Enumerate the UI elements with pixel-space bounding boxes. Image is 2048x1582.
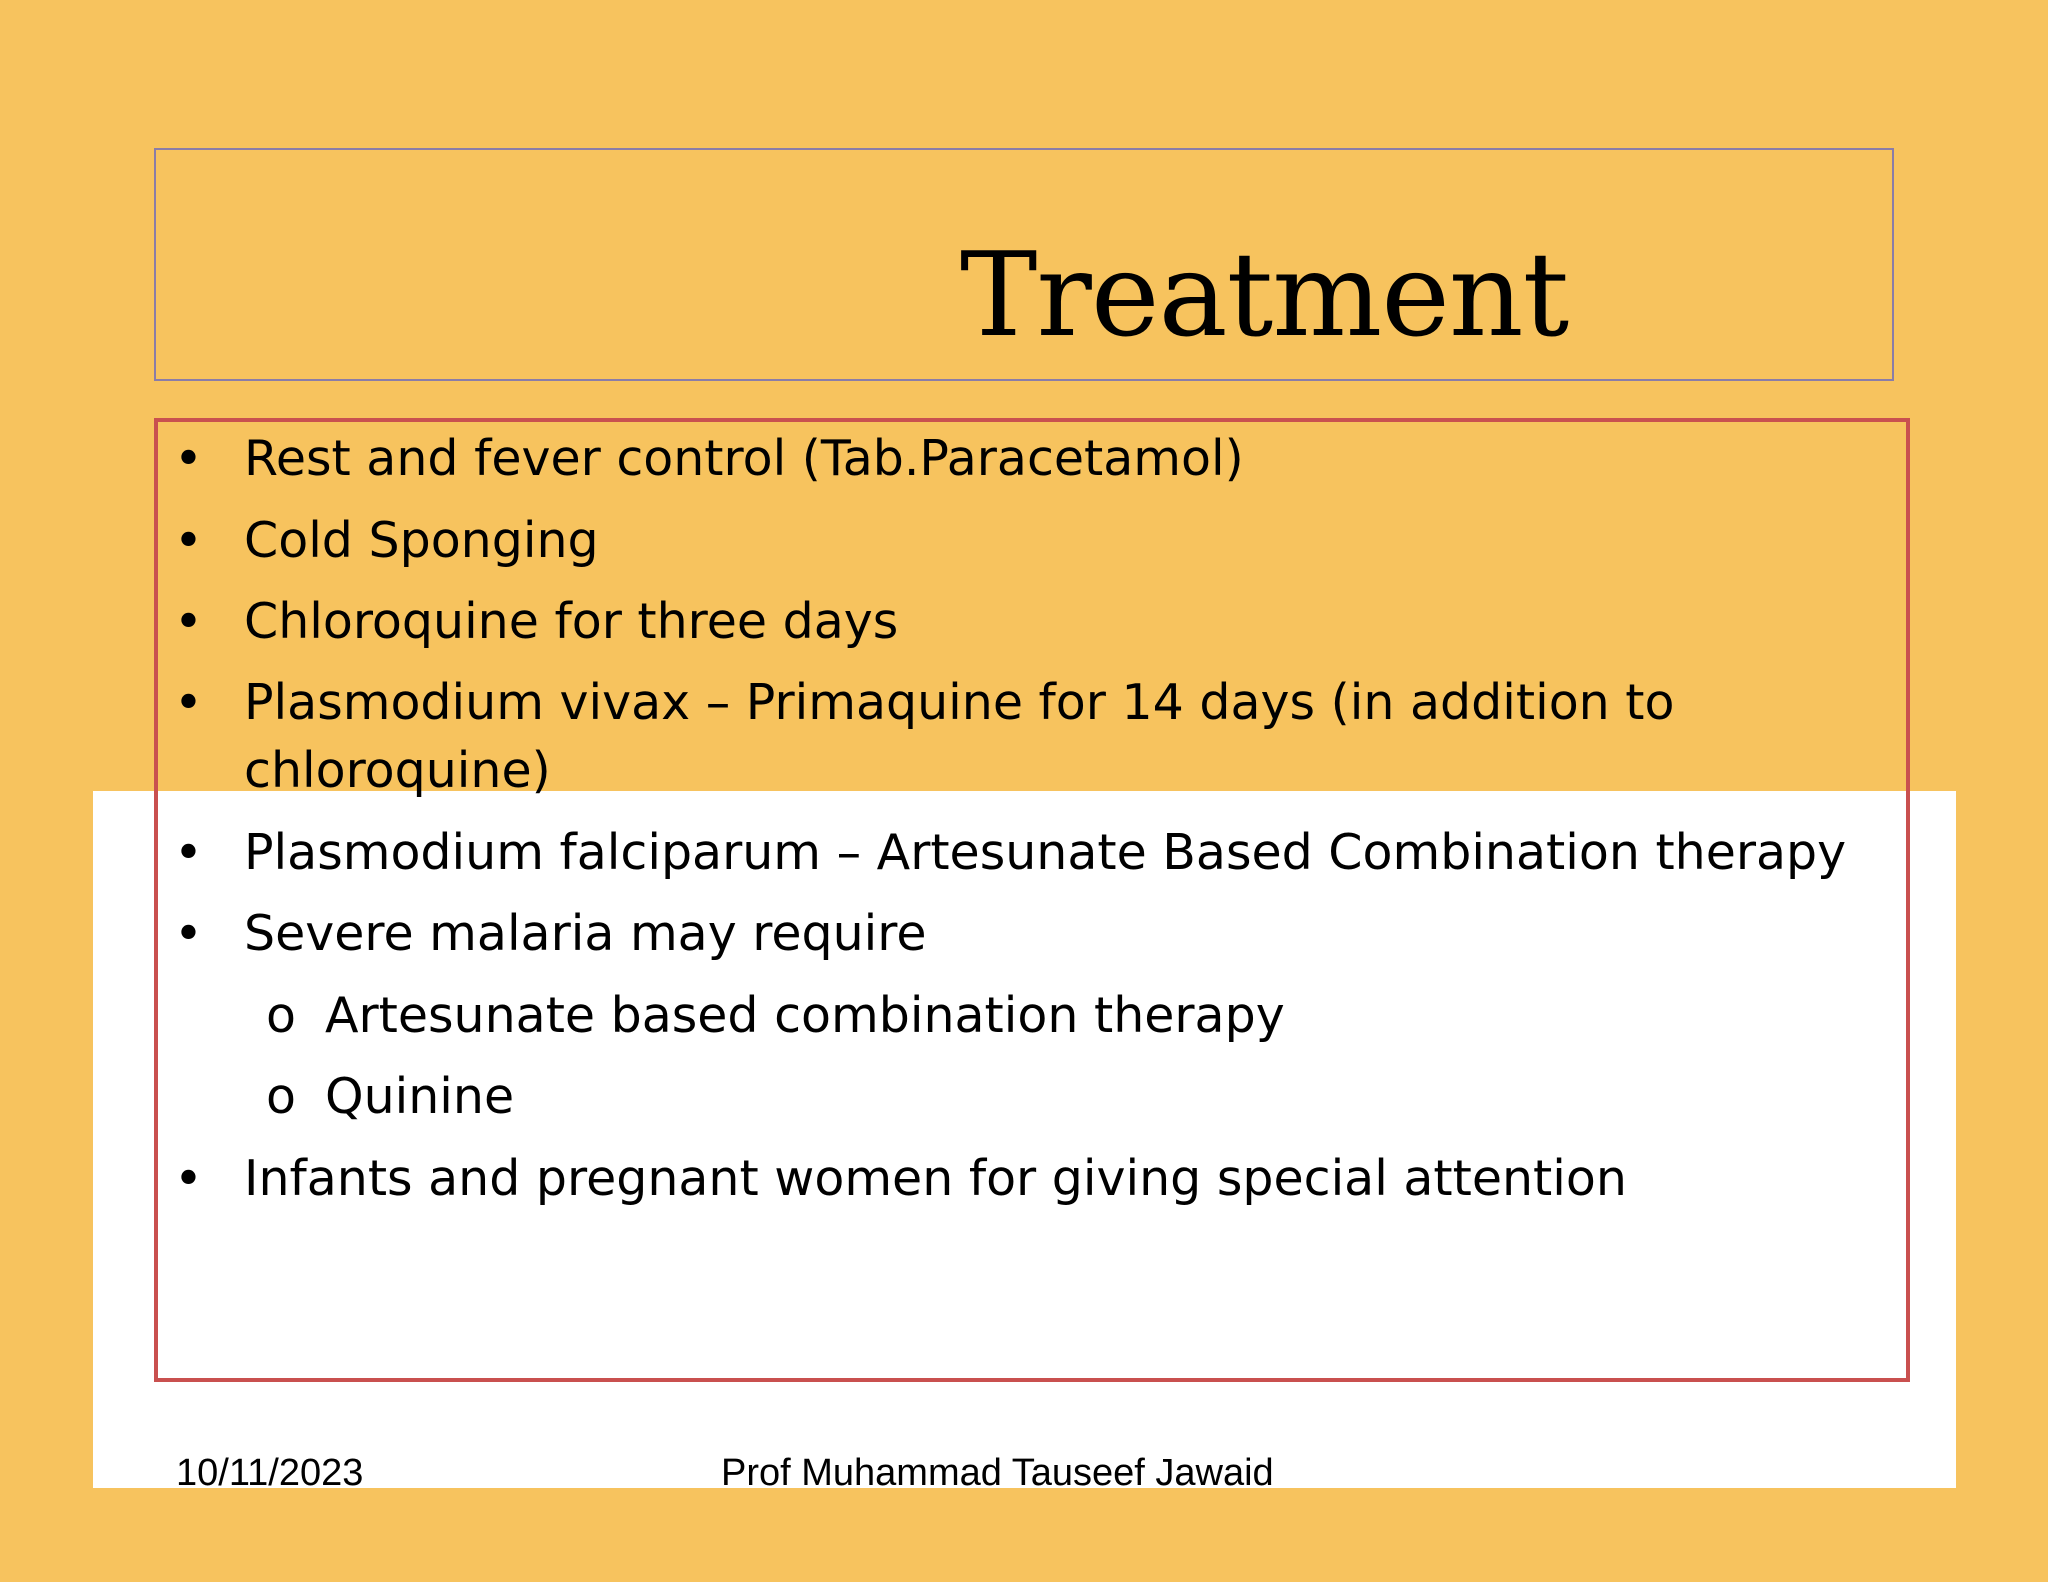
bullet-dot-icon: • <box>174 1150 203 1207</box>
bullet-item-text: Cold Sponging <box>244 512 599 569</box>
hollow-circle-bullet-icon: o <box>266 1068 296 1125</box>
bullet-item-text: Chloroquine for three days <box>244 593 899 650</box>
bullet-dot-icon: • <box>174 674 203 731</box>
footer-author: Prof Muhammad Tauseef Jawaid <box>721 1452 1274 1494</box>
bullet-item-text: Rest and fever control (Tab.Paracetamol) <box>244 430 1244 487</box>
slide-title: Treatment <box>960 228 1569 363</box>
bullet-item-text: Infants and pregnant women for giving special attention <box>244 1150 1627 1207</box>
bullet-dot-icon: • <box>174 512 203 569</box>
bullet-item-text: Severe malaria may require <box>244 905 927 962</box>
bullet-item-continuation-text: chloroquine) <box>244 742 551 799</box>
hollow-circle-bullet-icon: o <box>266 987 296 1044</box>
bullet-item-text: Plasmodium vivax – Primaquine for 14 days (in addition to <box>244 674 1675 731</box>
bullet-item-text: Plasmodium falciparum – Artesunate Based Combination therapy <box>244 824 1847 881</box>
bullet-dot-icon: • <box>174 430 203 487</box>
sub-bullet-item-text: Quinine <box>325 1068 515 1125</box>
bullet-dot-icon: • <box>174 593 203 650</box>
bullet-dot-icon: • <box>174 905 203 962</box>
bullet-dot-icon: • <box>174 824 203 881</box>
footer-date: 10/11/2023 <box>176 1452 364 1494</box>
sub-bullet-item-text: Artesunate based combination therapy <box>325 987 1285 1044</box>
